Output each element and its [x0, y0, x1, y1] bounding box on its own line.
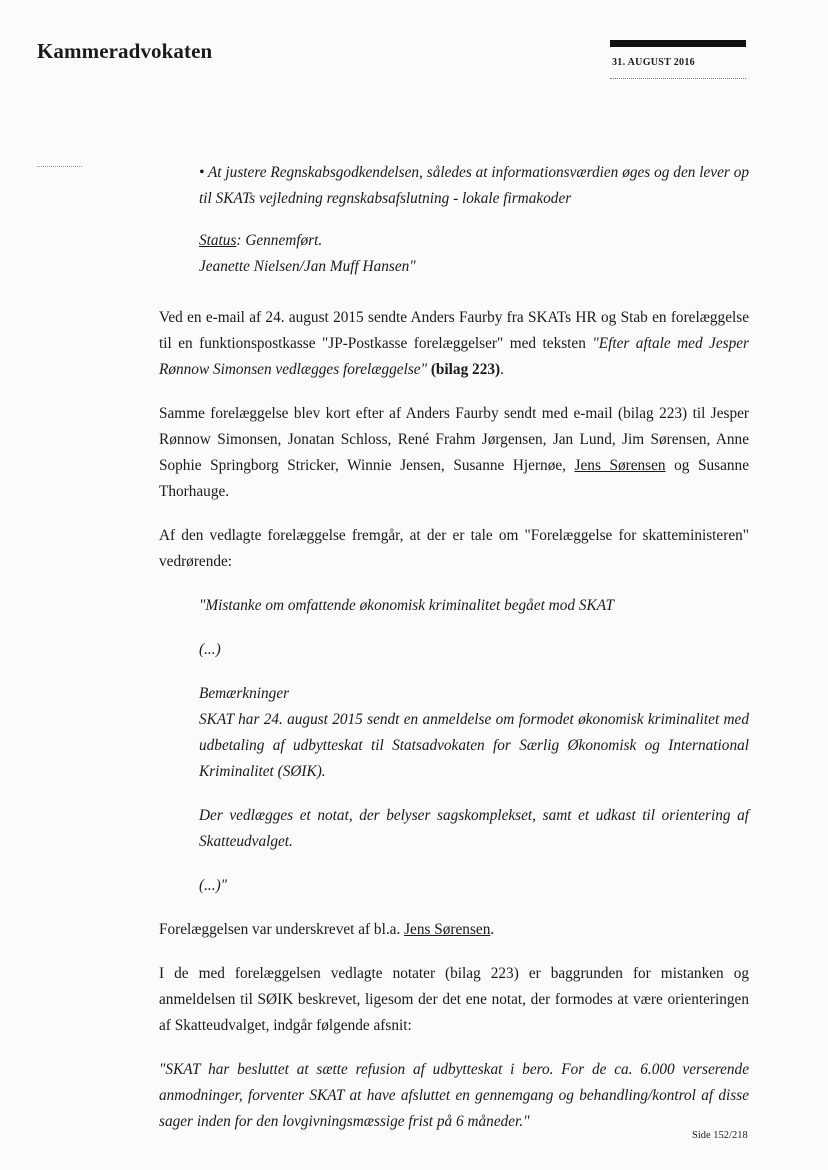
margin-divider — [37, 166, 82, 167]
quote-block-1 — [199, 160, 749, 280]
document-date: 31. AUGUST 2016 — [612, 57, 695, 68]
paragraph-4-end: . — [490, 921, 495, 938]
firm-name: Kammeradvokaten — [37, 39, 213, 63]
page-number: Side 152/218 — [692, 1130, 748, 1141]
quote-names: Jeanette Nielsen/Jan Muff Hansen" — [199, 258, 416, 275]
header-bar — [610, 40, 746, 47]
paragraph-2-name: Jens Sørensen — [574, 457, 666, 474]
status-value: : Gennemført. — [236, 232, 323, 249]
quote2-ellipsis2: (...)" — [199, 877, 228, 894]
quote-status — [199, 228, 749, 254]
quote-bullet: • At justere Regnskabsgodkendelsen, således at informationsværdien øges og den lever op til SKATs vejledning regnskabsafslutning - lokale firmakoder — [199, 164, 749, 207]
paragraph-3: Af den vedlagte forelæggelse fremgår, at der er tale om "Forelæggelse for skatteministeren" vedrørende: — [159, 527, 749, 570]
paragraph-2-text: Samme forelæggelse blev kort efter af Anders Faurby sendt med e-mail (bilag 223) til Jesper Rønnow Simonsen, Jonatan Schloss, René Frahm Jørgensen, Jan Lund, Jim Sørensen, Anne Sophie Springborg Stricker, Winnie Jensen, Susanne Hjernøe, — [159, 405, 749, 474]
quote2-line1: "Mistanke om omfattende økonomisk kriminalitet begået mod SKAT — [199, 597, 614, 614]
paragraph-1-quote: "Efter aftale med Jesper Rønnow Simonsen vedlægges forelæggelse" — [159, 335, 749, 378]
paragraph-1 — [159, 305, 749, 383]
paragraph-4-name: Jens Sørensen — [404, 921, 491, 938]
quote2-heading: Bemærkninger — [199, 685, 290, 702]
quote-block-2 — [199, 593, 749, 899]
paragraph-1-text: Ved en e-mail af 24. august 2015 sendte Anders Faurby fra SKATs HR og Stab en forelæggelse til en funktionspostkasse "JP-Postkasse forelæggelser" med teksten — [159, 309, 749, 352]
paragraph-2 — [159, 401, 749, 505]
paragraph-1-end: . — [500, 361, 504, 378]
paragraph-4 — [159, 917, 749, 943]
quote2-body1: SKAT har 24. august 2015 sendt en anmeldelse om formodet økonomisk kriminalitet med udbetaling af udbytteskat til Statsadvokaten for Særlig Økonomisk og International Kriminalitet (SØIK). — [199, 711, 749, 780]
paragraph-2-end: og Susanne Thorhauge. — [159, 457, 749, 500]
quote-block-3: "SKAT har besluttet at sætte refusion af udbytteskat i bero. For de ca. 6.000 verserende anmodninger, forventer SKAT at have afsluttet en gennemgang og behandling/kontrol af disse sager inden for den lovgivningsmæssige frist på 6 måneder." — [159, 1061, 749, 1130]
status-label: Status — [199, 232, 237, 249]
paragraph-5: I de med forelæggelsen vedlagte notater (bilag 223) er baggrunden for mistanken og anmeldelsen til SØIK beskrevet, ligesom der det ene notat, der formodes at være orienteringen af Skatteudvalget, indgår følgende afsnit: — [159, 965, 749, 1034]
paragraph-4-text: Forelæggelsen var underskrevet af bl.a. — [159, 921, 405, 938]
quote2-ellipsis1: (...) — [199, 641, 221, 658]
quote2-body2: Der vedlægges et notat, der belyser sagskomplekset, samt et udkast til orientering af Skatteudvalget. — [199, 807, 749, 850]
body-text — [159, 160, 749, 1135]
paragraph-1-ref: (bilag 223) — [430, 361, 501, 378]
date-divider — [610, 78, 746, 79]
